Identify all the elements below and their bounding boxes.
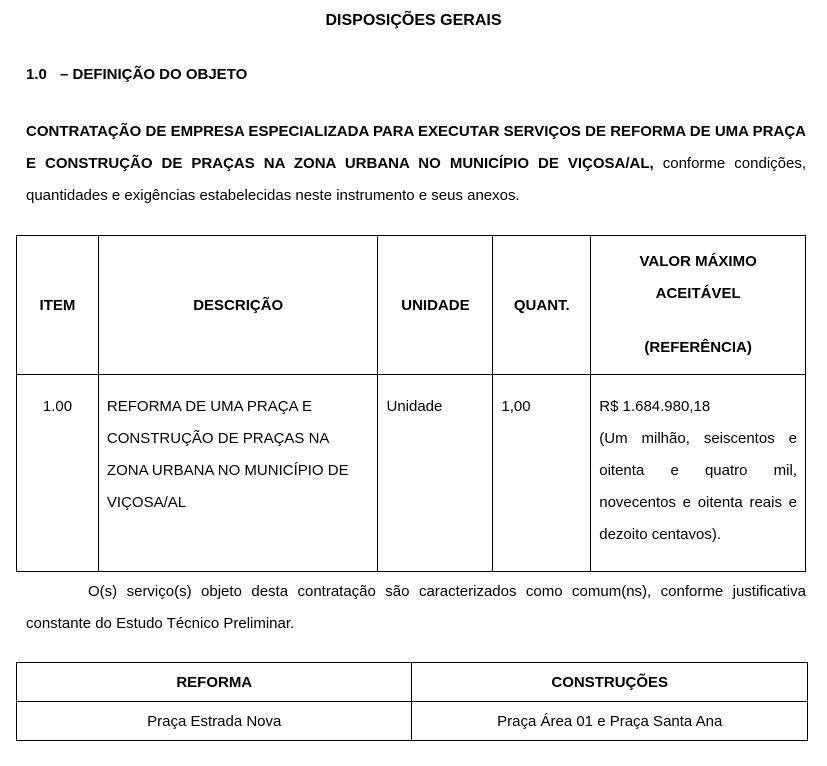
valor-amount: R$ 1.684.980,18 (599, 398, 711, 415)
header-valor (591, 236, 806, 375)
table-row (17, 702, 808, 741)
locations-header-row (17, 663, 808, 702)
section-title: – DEFINIÇÃO DO OBJETO (60, 66, 248, 83)
header-item: ITEM (17, 236, 99, 375)
locations-table (16, 662, 808, 741)
header-reforma: REFORMA (17, 663, 412, 702)
valor-extenso: (Um milhão, seiscentos e oitenta e quatro mil, novecentos e oitenta reais e dezoito centavos). (599, 430, 797, 543)
section-number: 1.0 (26, 66, 47, 83)
cell-construcoes: Praça Área 01 e Praça Santa Ana (412, 702, 808, 741)
cell-quant: 1,00 (493, 375, 591, 572)
items-table-header-row (17, 236, 806, 375)
object-bold-text: CONTRATAÇÃO DE EMPRESA ESPECIALIZADA PARA EXECUTAR SERVIÇOS DE REFORMA DE UMA PRAÇA E CONSTRUÇÃO DE PRAÇAS NA ZONA URBANA NO MUNICÍPIO DE VIÇOSA/AL, (26, 123, 806, 172)
section-heading (26, 66, 247, 83)
cell-valor (591, 375, 806, 572)
table-row (17, 375, 806, 572)
header-construcoes: CONSTRUÇÕES (412, 663, 808, 702)
cell-descricao: REFORMA DE UMA PRAÇA E CONSTRUÇÃO DE PRAÇAS NA ZONA URBANA NO MUNICÍPIO DE VIÇOSA/AL (98, 375, 378, 572)
document-title: DISPOSIÇÕES GERAIS (325, 12, 502, 29)
header-valor-line1: VALOR MÁXIMO (639, 253, 757, 270)
cell-unidade: Unidade (378, 375, 493, 572)
items-table (16, 235, 806, 572)
object-normal-text: conforme condições, quantidades e exigências estabelecidas neste instrumento e seus anexos. (26, 155, 806, 204)
classification-paragraph: O(s) serviço(s) objeto desta contratação são caracterizados como comum(ns), conforme justificativa constante do Estudo Técnico Preliminar. (26, 583, 806, 632)
header-unidade: UNIDADE (378, 236, 493, 375)
header-valor-line3: (REFERÊNCIA) (644, 339, 752, 356)
header-descricao: DESCRIÇÃO (98, 236, 378, 375)
cell-reforma: Praça Estrada Nova (17, 702, 412, 741)
header-quant: QUANT. (493, 236, 591, 375)
object-description (26, 116, 806, 212)
cell-item: 1.00 (17, 375, 99, 572)
header-valor-line2: ACEITÁVEL (655, 285, 741, 302)
